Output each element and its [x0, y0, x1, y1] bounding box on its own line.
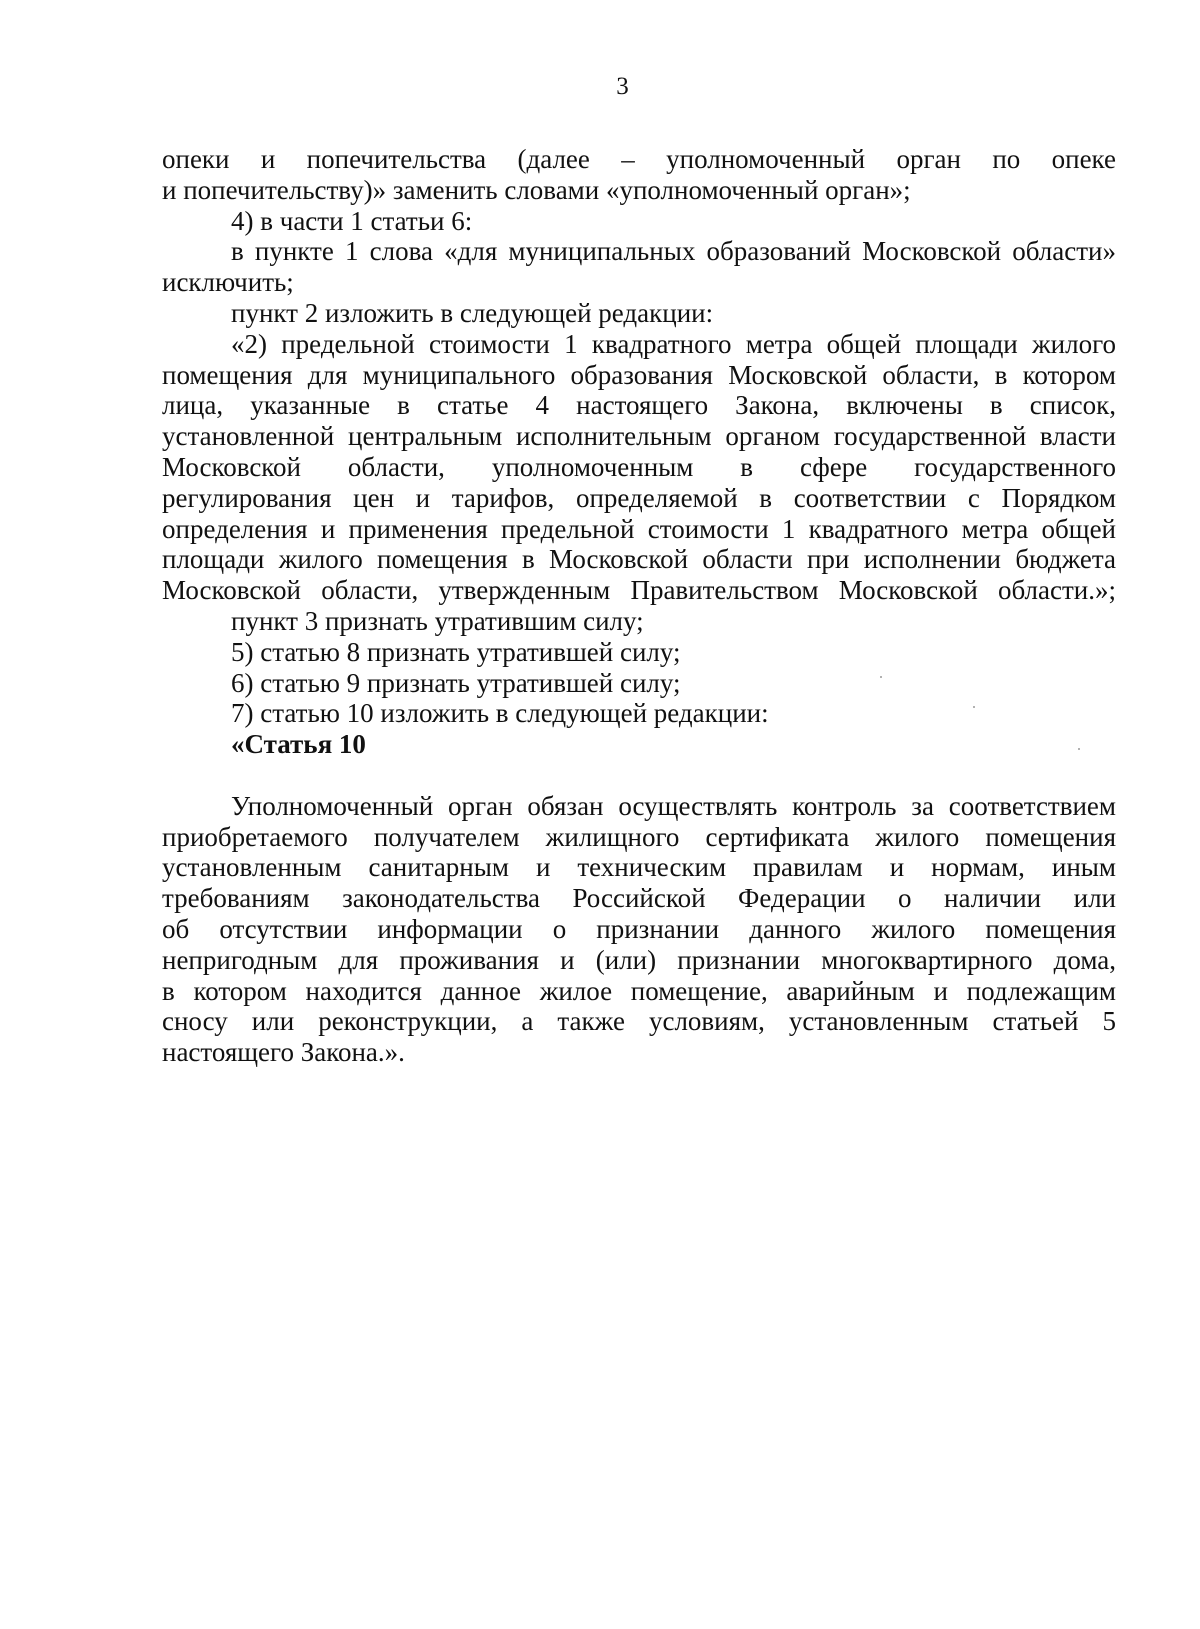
quoted-paragraph-line: определения и применения предельной стоимости 1 квадратного метра общей — [162, 513, 1116, 544]
article-paragraph-line: непригодным для проживания и (или) признании многоквартирного дома, — [162, 944, 1116, 975]
list-item-6: 6) статью 9 признать утратившей силу; — [231, 667, 681, 698]
quoted-paragraph-line: «2) предельной стоимости 1 квадратного метра общей площади жилого — [231, 328, 1116, 359]
text-line: пункт 2 изложить в следующей редакции: — [231, 297, 714, 328]
list-item-7: 7) статью 10 изложить в следующей редакции: — [231, 698, 769, 729]
article-paragraph-line: в котором находится данное жилое помещение, аварийным и подлежащим — [162, 975, 1116, 1006]
quoted-paragraph-line: Московской области, уполномоченным в сфере государственного — [162, 451, 1116, 482]
scan-speck — [880, 676, 882, 678]
quoted-paragraph-line: лица, указанные в статье 4 настоящего Закона, включены в список, — [162, 390, 1116, 421]
page-number: 3 — [616, 73, 629, 100]
article-paragraph-line: настоящего Закона.». — [162, 1037, 405, 1068]
scan-speck — [1078, 748, 1080, 750]
text-line: исключить; — [162, 267, 294, 298]
text-line: пункт 3 признать утратившим силу; — [231, 605, 644, 636]
quoted-paragraph-line: Московской области, утвержденным Правительством Московской области.»; — [162, 575, 1116, 606]
list-item-5: 5) статью 8 признать утратившей силу; — [231, 636, 681, 667]
text-line: в пункте 1 слова «для муниципальных образований Московской области» — [231, 236, 1116, 267]
scan-speck — [973, 706, 975, 708]
article-paragraph-line: установленным санитарным и техническим правилам и нормам, иным — [162, 852, 1116, 883]
article-heading: «Статья 10 — [231, 729, 366, 760]
article-paragraph-line: требованиям законодательства Российской Федерации о наличии или — [162, 883, 1116, 914]
article-paragraph-line: приобретаемого получателем жилищного сертификата жилого помещения — [162, 821, 1116, 852]
quoted-paragraph-line: регулирования цен и тарифов, определяемой в соответствии с Порядком — [162, 482, 1116, 513]
article-paragraph-line: сносу или реконструкции, а также условиям, установленным статьей 5 — [162, 1006, 1116, 1037]
document-body — [162, 144, 1116, 1068]
quoted-paragraph-line: установленной центральным исполнительным органом государственной власти — [162, 421, 1116, 452]
blank-line — [162, 760, 1116, 791]
article-paragraph-line: об отсутствии информации о признании данного жилого помещения — [162, 913, 1116, 944]
text-line: и попечительству)» заменить словами «уполномоченный орган»; — [162, 174, 911, 205]
list-item-4: 4) в части 1 статьи 6: — [231, 205, 473, 236]
text-line: опеки и попечительства (далее – уполномоченный орган по опеке — [162, 144, 1116, 174]
quoted-paragraph-line: помещения для муниципального образования Московской области, в котором — [162, 359, 1116, 390]
article-paragraph-line: Уполномоченный орган обязан осуществлять контроль за соответствием — [231, 790, 1116, 821]
quoted-paragraph-line: площади жилого помещения в Московской области при исполнении бюджета — [162, 544, 1116, 575]
